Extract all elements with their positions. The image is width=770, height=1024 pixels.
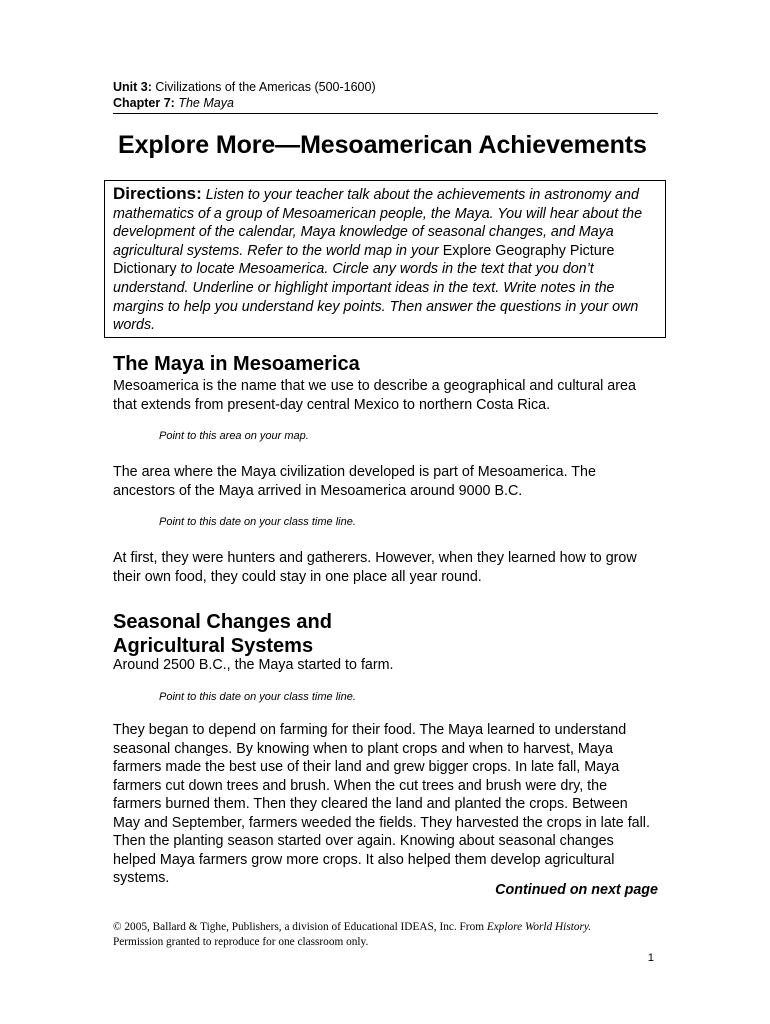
section1-paragraph-3: At first, they were hunters and gatherers. However, when they learned how to grow their own food, they could stay in one place all year round. (113, 550, 637, 585)
directions-box (104, 180, 666, 338)
section2-paragraph-1: Around 2500 B.C., the Maya started to farm. (113, 657, 394, 673)
heading-line-2: Agricultural Systems (113, 635, 314, 657)
page-title: Explore More—Mesoamerican Achievements (118, 131, 647, 159)
section-heading-seasonal-changes (113, 610, 332, 658)
page-number: 1 (647, 952, 654, 964)
directions-text-1: Listen to your teacher talk about the achievements in astronomy and mathematics of a group of Mesoamerican people, the Maya. You will hear about the development of the calendar, Maya knowledge of seasonal changes, and Maya agricultural systems. Refer to the world map in your (113, 187, 643, 259)
directions-label: Directions: (113, 184, 202, 203)
section1-note-1: Point to this area on your map. (159, 430, 309, 442)
chapter-line (113, 95, 658, 111)
unit-title: Civilizations of the Americas (500-1600) (155, 80, 376, 94)
page-header (113, 79, 658, 114)
directions-book-title: Explore Geography Picture Dictionary (113, 242, 615, 278)
copyright-book-title: Explore World History. (486, 921, 592, 933)
unit-line (113, 79, 658, 95)
continued-on-next-page: Continued on next page (495, 882, 658, 898)
section2-paragraph-2: They began to depend on farming for their food. The Maya learned to understand seasonal changes. By knowing when to plant crops and when to harvest, Maya farmers made the best use of their land and grew bigger crops. In late fall, Maya farmers cut down trees and brush. When the cut trees and brush were dry, the farmers burned them. Then they cleared the land and planted the crops. Between May and September, farmers weeded the fields. They harvested the crops in late fall. Then the planting season started over again. Knowing about seasonal changes helped Maya farmers grow more crops. It also helped them develop agricultural systems. (113, 722, 650, 886)
directions-text-2: to locate Mesoamerica. Circle any words in the text that you don’t understand. Underline or highlight important ideas in the text. Write notes in the margins to help you understand key points. Then answer the questions in your own words. (113, 261, 639, 334)
section1-paragraph-1: Mesoamerica is the name that we use to describe a geographical and cultural area that extends from present-day central Mexico to northern Costa Rica. (113, 378, 636, 413)
copyright-line (113, 920, 658, 935)
section2-note-1: Point to this date on your class time line. (159, 691, 356, 703)
copyright-text: © 2005, Ballard & Tighe, Publishers, a division of Educational IDEAS, Inc. From (113, 921, 484, 933)
section-heading-maya-in-mesoamerica: The Maya in Mesoamerica (113, 353, 360, 375)
copyright-footer (113, 920, 658, 950)
section1-note-2: Point to this date on your class time line. (159, 516, 356, 528)
chapter-label: Chapter 7: (113, 96, 175, 110)
unit-label: Unit 3: (113, 80, 152, 94)
permission-line: Permission granted to reproduce for one classroom only. (113, 936, 369, 948)
section1-paragraph-2: The area where the Maya civilization developed is part of Mesoamerica. The ancestors of the Maya arrived in Mesoamerica around 9000 B.C. (113, 464, 596, 499)
heading-line-1: Seasonal Changes and (113, 611, 332, 633)
chapter-title: The Maya (178, 96, 234, 110)
